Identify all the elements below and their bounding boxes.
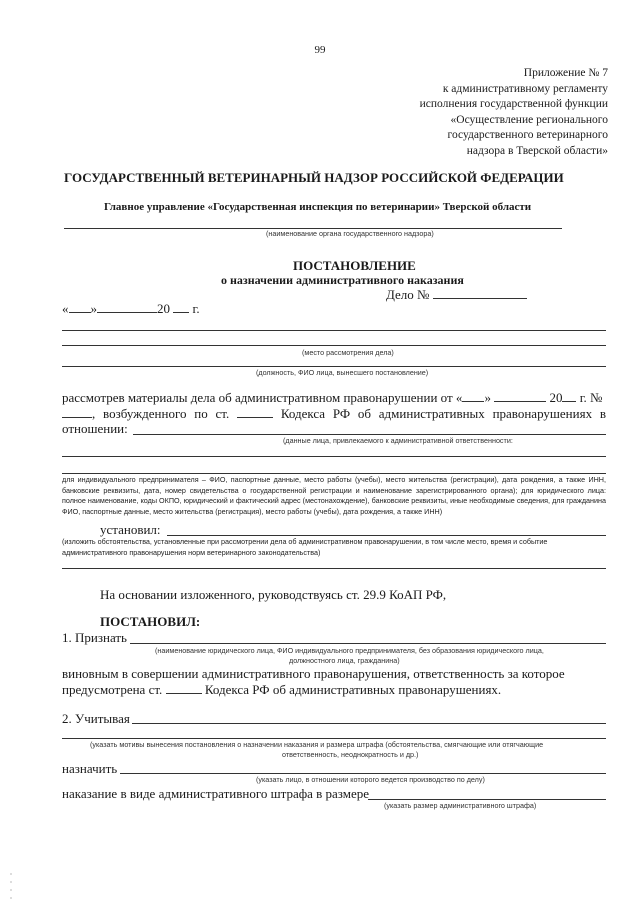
item2-caption-a: (указать мотивы вынесения постановления о назначении наказания и размера штрафа (обстоятельства, смягчающие или отягчающие — [90, 740, 544, 749]
person-data-note: для индивидуального предпринимателя – ФИО, паспортные данные, место работы (учебы), место жительства (регистрации), дата рождения, а также ИНН, банковские реквизиты, дата, номер свидетельства о государственной регистрации и наименование зарегистрированного органа); для юридического лица: полное наименование, коды ОКПО, юридический и фактический адрес (местонахождение), банковские реквизиты, иные необходимые сведения, для гражданина ФИО, паспортные данные, место жительства (регистрация), место работы (учебы), дата рождения, а также ИНН) — [62, 475, 606, 516]
appendix-block — [420, 66, 608, 159]
established-note: (изложить обстоятельства, установленные при рассмотрении дела об административном правонарушении, в том числе место, время и событие административного правонарушения норм ветеринарного законодательства) — [62, 537, 548, 557]
appendix-line: Приложение № 7 — [523, 67, 608, 79]
guilty-line-b: предусмотрена ст. Кодекса РФ об административных правонарушениях. — [62, 682, 502, 697]
resolved-title: ПОСТАНОВИЛ: — [100, 614, 201, 629]
place-caption: (место рассмотрения дела) — [302, 348, 394, 357]
appendix-line: надзора в Тверской области» — [466, 144, 608, 157]
considering-line-1: рассмотрев материалы дела об административном правонарушении от « » 20 г. № — [62, 390, 603, 405]
item1-caption-b: должностного лица, гражданина) — [289, 656, 400, 665]
item2-caption-b: ответственность, неоднократность и др.) — [282, 750, 419, 759]
scan-artifact-dots — [10, 870, 12, 904]
assign-line[interactable] — [120, 773, 606, 774]
note-top-line — [62, 473, 606, 474]
penalty-line[interactable] — [368, 799, 606, 800]
basis-text: На основании изложенного, руководствуясь ст. 29.9 КоАП РФ, — [100, 587, 447, 602]
official-line[interactable] — [62, 366, 606, 367]
established-line-2[interactable] — [62, 568, 606, 569]
appendix-line: государственного ветеринарного — [447, 129, 608, 141]
item2-line[interactable] — [132, 723, 606, 724]
date-day-field[interactable] — [69, 301, 91, 313]
agency-caption: (наименование органа государственного надзора) — [266, 229, 434, 238]
item2-label: 2. Учитывая — [62, 711, 130, 726]
assign-label: назначить — [62, 761, 118, 776]
item2-line-2[interactable] — [62, 738, 606, 739]
considering-line-2: , возбужденного по ст. Кодекса РФ об административных правонарушениях в — [62, 406, 606, 422]
guilty-line-a: виновным в совершении административного правонарушения, ответственность за которое — [62, 666, 565, 681]
official-caption: (должность, ФИО лица, вынесшего постановление) — [256, 368, 429, 377]
considering-month-field[interactable] — [494, 390, 546, 402]
guilty-article-field[interactable] — [166, 682, 202, 694]
date-month-field[interactable] — [97, 301, 157, 313]
item1-caption-a: (наименование юридического лица, ФИО индивидуального предпринимателя, без образования юридического лица, — [155, 646, 544, 655]
case-number-field[interactable] — [433, 287, 527, 299]
penalty-caption: (указать размер административного штрафа) — [384, 801, 537, 810]
penalty-label: наказание в виде административного штрафа в размере — [62, 786, 370, 801]
established-label: установил: — [100, 522, 161, 537]
place-line-2[interactable] — [62, 345, 606, 346]
document-header-title: ГОСУДАРСТВЕННЫЙ ВЕТЕРИНАРНЫЙ НАДЗОР РОССИЙСКОЙ ФЕДЕРАЦИИ — [64, 170, 564, 185]
considering-day-field[interactable] — [462, 390, 484, 402]
item1-line[interactable] — [130, 643, 606, 644]
item1-label: 1. Признать — [62, 630, 127, 645]
appendix-line: к административному регламенту — [442, 82, 608, 95]
considering-line-3: отношении: — [62, 421, 128, 436]
person-data-line[interactable] — [133, 434, 606, 435]
considering-article-field[interactable] — [237, 406, 273, 418]
established-line[interactable] — [167, 535, 606, 536]
date-year-field[interactable] — [173, 301, 189, 313]
appendix-line: исполнения государственной функции — [419, 98, 608, 110]
person-data-caption: (данные лица, привлекаемого к административной ответственности: — [283, 436, 513, 445]
place-line-1[interactable] — [62, 330, 606, 331]
agency-name: Главное управление «Государственная инспекция по ветеринарии» Тверской области — [104, 201, 532, 213]
assign-caption: (указать лицо, в отношении которого ведется производство по делу) — [256, 775, 485, 784]
decree-subtitle: о назначении административного наказания — [221, 273, 464, 287]
decree-date: « » 20 г. — [62, 301, 200, 316]
decree-title: ПОСТАНОВЛЕНИЕ — [293, 258, 416, 273]
person-data-line-2[interactable] — [62, 456, 606, 457]
appendix-line: «Осуществление регионального — [450, 113, 608, 126]
case-number-label: Дело № — [386, 287, 527, 303]
page-number: 99 — [314, 44, 326, 56]
considering-year-field[interactable] — [562, 390, 576, 402]
considering-case-number-field[interactable] — [62, 406, 92, 418]
